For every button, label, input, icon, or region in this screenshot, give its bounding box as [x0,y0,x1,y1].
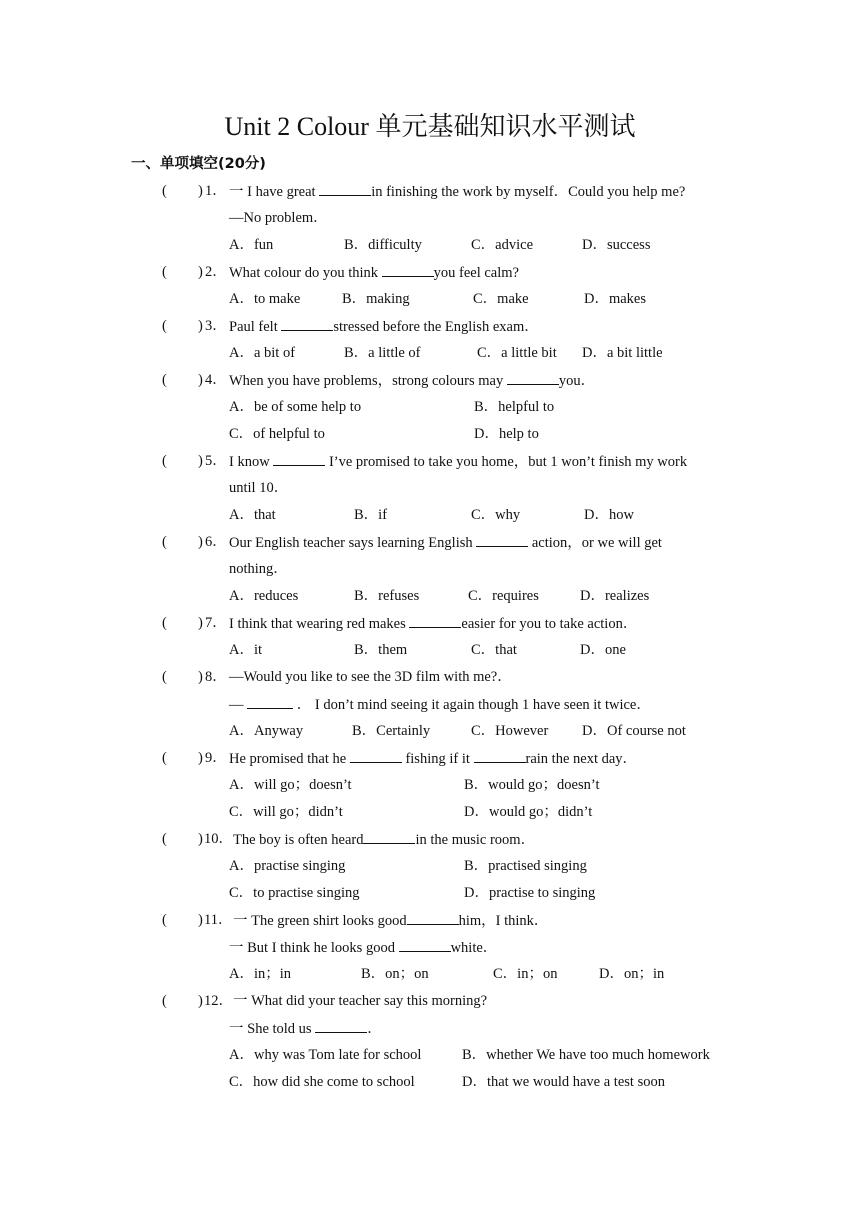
question-stem-line-2: — ． I don’t mind seeing it again though 1 have seen it twice． [229,694,651,715]
section-heading: 一、单项填空(20分) [131,156,266,172]
answer-paren-open: ( [162,750,167,766]
answer-blank [476,532,528,547]
answer-paren-close: ) [198,912,203,928]
option-c: C．advice [471,237,534,253]
answer-paren-close: ) [198,534,203,550]
answer-paren-open: ( [162,183,167,199]
option-d: D．one [580,642,626,658]
answer-paren-open: ( [162,264,167,280]
option-b: B．making [342,291,410,307]
question-number: 3． [205,318,227,334]
option-a: A．that [229,507,276,523]
option-c: C．a little bit [477,345,557,361]
answer-paren-open: ( [162,372,167,388]
answer-paren-close: ) [198,993,203,1009]
option-a: A．it [229,642,263,658]
answer-blank [281,316,333,331]
option-c: C．why [471,507,521,523]
option-a: A．why was Tom late for school [229,1047,422,1063]
answer-paren-close: ) [198,831,203,847]
question-stem: I know I’ve promised to take you home，but 1 won’t finish my work [229,451,687,472]
option-b: B．helpful to [474,399,555,415]
question-stem-line-2: 一 But I think he looks good white． [229,937,497,958]
answer-blank [474,748,526,763]
question-number: 7． [205,615,227,631]
question-number: 1． [205,183,227,199]
option-d: D．practise to singing [464,885,596,901]
answer-blank [315,1018,367,1033]
answer-paren-open: ( [162,912,167,928]
question-stem: —Would you like to see the 3D film with me?． [229,669,512,685]
question-number: 2． [205,264,227,280]
question-stem: 一 I have great in finishing the work by myself．Could you help me? [229,181,685,202]
question-stem-line-2: until 10． [229,480,289,496]
answer-paren-open: ( [162,615,167,631]
question-number: 6． [205,534,227,550]
answer-blank [273,451,325,466]
answer-blank [507,370,559,385]
option-a: A．reduces [229,588,299,604]
option-b: B．whether We have too much homework [462,1047,710,1063]
option-d: D．that we would have a test soon [462,1074,665,1090]
option-c: C．to practise singing [229,885,360,901]
answer-paren-close: ) [198,183,203,199]
option-d: D．on；in [599,966,665,982]
option-c: C．will go；didn’t [229,804,343,820]
answer-paren-open: ( [162,831,167,847]
option-d: D．would go；didn’t [464,804,593,820]
answer-blank [363,829,415,844]
answer-blank [407,910,459,925]
question-number: 5． [205,453,227,469]
option-b: B．if [354,507,388,523]
option-a: A．a bit of [229,345,296,361]
option-b: B．them [354,642,408,658]
question-number: 8． [205,669,227,685]
answer-paren-open: ( [162,318,167,334]
question-number: 11． [204,912,233,928]
question-stem: Our English teacher says learning English action，or we will get [229,532,662,553]
option-a: A．practise singing [229,858,346,874]
option-a: A．to make [229,291,301,307]
question-stem-line-2: —No problem． [229,210,328,226]
question-stem: 一 The green shirt looks good him，I think． [233,910,548,931]
option-d: D．help to [474,426,539,442]
answer-blank [247,694,293,709]
answer-paren-close: ) [198,669,203,685]
option-b: B．a little of [344,345,421,361]
answer-paren-close: ) [198,372,203,388]
answer-blank [319,181,371,196]
question-stem: I think that wearing red makes easier for you to take action． [229,613,637,634]
answer-paren-open: ( [162,669,167,685]
answer-blank [399,937,451,952]
option-b: B．difficulty [344,237,422,253]
option-c: C．requires [468,588,539,604]
option-d: D．makes [584,291,647,307]
option-d: D．realizes [580,588,650,604]
option-b: B．on；on [361,966,429,982]
question-number: 9． [205,750,227,766]
answer-paren-open: ( [162,453,167,469]
answer-blank [382,262,434,277]
answer-paren-close: ) [198,615,203,631]
option-a: A．will go；doesn’t [229,777,352,793]
answer-paren-open: ( [162,993,167,1009]
option-c: C．However [471,723,549,739]
answer-paren-close: ) [198,264,203,280]
option-b: B．would go；doesn’t [464,777,600,793]
page-title: Unit 2 Colour 单元基础知识水平测试 [224,112,636,141]
option-b: B．refuses [354,588,420,604]
answer-paren-close: ) [198,318,203,334]
answer-blank [350,748,402,763]
question-number: 10． [204,831,233,847]
question-stem-line-2: nothing． [229,561,288,577]
option-a: A．in；in [229,966,292,982]
question-stem: What colour do you think you feel calm? [229,262,519,283]
option-c: C．of helpful to [229,426,325,442]
question-number: 4． [205,372,227,388]
option-d: D．Of course not [582,723,686,739]
option-b: B．practised singing [464,858,587,874]
option-d: D．how [584,507,634,523]
question-stem: The boy is often heard in the music room． [233,829,535,850]
question-number: 12． [204,993,233,1009]
option-b: B．Certainly [352,723,431,739]
question-stem: 一 What did your teacher say this morning? [233,993,488,1009]
answer-paren-open: ( [162,534,167,550]
option-a: A．be of some help to [229,399,362,415]
option-a: A．Anyway [229,723,304,739]
answer-paren-close: ) [198,750,203,766]
answer-blank [409,613,461,628]
option-c: C．in；on [493,966,558,982]
answer-paren-close: ) [198,453,203,469]
option-d: D．a bit little [582,345,663,361]
question-stem: When you have problems，strong colours may you． [229,370,595,391]
option-c: C．how did she come to school [229,1074,415,1090]
option-c: C．that [471,642,517,658]
question-stem: He promised that he fishing if it rain the next day． [229,748,637,769]
option-d: D．success [582,237,651,253]
option-a: A．fun [229,237,274,253]
question-stem-line-2: 一 She told us ． [229,1018,382,1039]
option-c: C．make [473,291,529,307]
question-stem: Paul felt stressed before the English exam． [229,316,539,337]
